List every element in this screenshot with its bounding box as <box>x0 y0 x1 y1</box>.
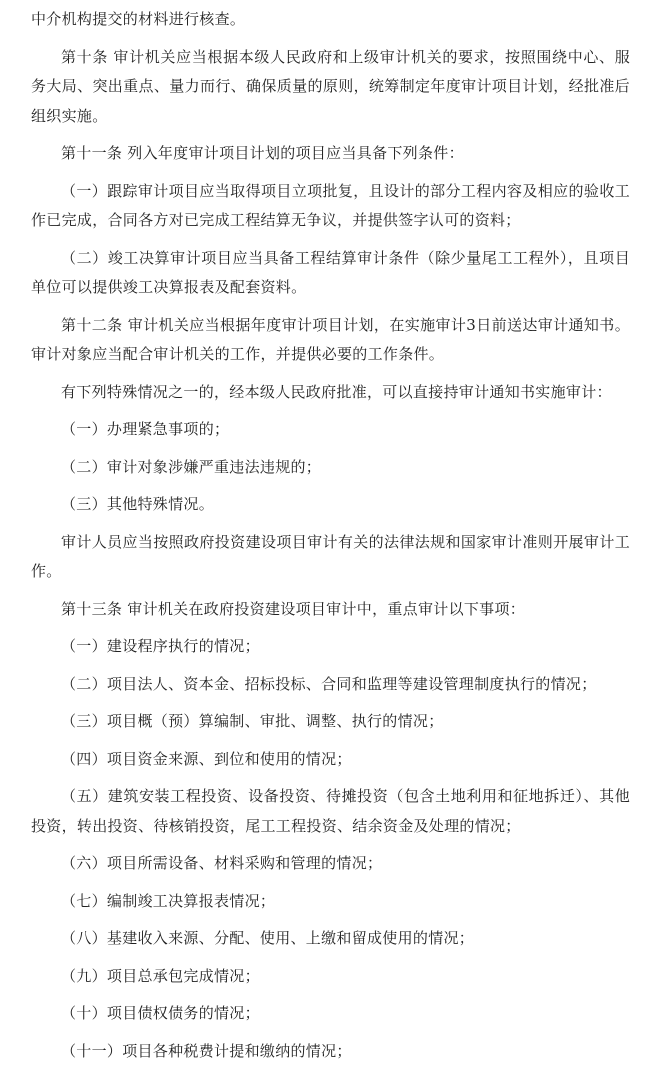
article-13-item-10: （十）项目债权债务的情况； <box>31 999 630 1029</box>
article-13: 第十三条 审计机关在政府投资建设项目审计中，重点审计以下事项： <box>31 595 630 625</box>
article-13-item-11: （十一）项目各种税费计提和缴纳的情况； <box>31 1037 630 1066</box>
special-case-item-3: （三）其他特殊情况。 <box>31 490 630 520</box>
article-12: 第十二条 审计机关应当根据年度审计项目计划，在实施审计3日前送达审计通知书。审计对象应当配合审计机关的工作，并提供必要的工作条件。 <box>31 311 630 370</box>
special-case-item-2: （二）审计对象涉嫌严重违法违规的； <box>31 453 630 483</box>
article-11-item-2: （二）竣工决算审计项目应当具备工程结算审计条件（除少量尾工工程外），且项目单位可以提供竣工决算报表及配套资料。 <box>31 244 630 303</box>
article-13-item-1: （一）建设程序执行的情况； <box>31 632 630 662</box>
article-13-item-9: （九）项目总承包完成情况； <box>31 962 630 992</box>
article-13-item-8: （八）基建收入来源、分配、使用、上缴和留成使用的情况； <box>31 924 630 954</box>
article-13-item-5: （五）建筑安装工程投资、设备投资、待摊投资（包含土地利用和征地拆迁）、其他投资，转出投资、待核销投资，尾工工程投资、结余资金及处理的情况； <box>31 782 630 841</box>
article-10: 第十条 审计机关应当根据本级人民政府和上级审计机关的要求，按照围绕中心、服务大局、突出重点、量力而行、确保质量的原则，统筹制定年度审计项目计划，经批准后组织实施。 <box>31 43 630 132</box>
special-cases-intro: 有下列特殊情况之一的，经本级人民政府批准，可以直接持审计通知书实施审计： <box>31 378 630 408</box>
special-case-item-1: （一）办理紧急事项的； <box>31 415 630 445</box>
article-13-item-3: （三）项目概（预）算编制、审批、调整、执行的情况； <box>31 707 630 737</box>
paragraph-continuation: 中介机构提交的材料进行核查。 <box>31 5 630 35</box>
article-13-item-2: （二）项目法人、资本金、招标投标、合同和监理等建设管理制度执行的情况； <box>31 670 630 700</box>
auditor-compliance-paragraph: 审计人员应当按照政府投资建设项目审计有关的法律法规和国家审计准则开展审计工作。 <box>31 528 630 587</box>
article-11-item-1: （一）跟踪审计项目应当取得项目立项批复，且设计的部分工程内容及相应的验收工作已完成，合同各方对已完成工程结算无争议，并提供签字认可的资料； <box>31 177 630 236</box>
article-13-item-6: （六）项目所需设备、材料采购和管理的情况； <box>31 849 630 879</box>
article-13-item-7: （七）编制竣工决算报表情况； <box>31 887 630 917</box>
article-11: 第十一条 列入年度审计项目计划的项目应当具备下列条件： <box>31 139 630 169</box>
article-13-item-4: （四）项目资金来源、到位和使用的情况； <box>31 745 630 775</box>
